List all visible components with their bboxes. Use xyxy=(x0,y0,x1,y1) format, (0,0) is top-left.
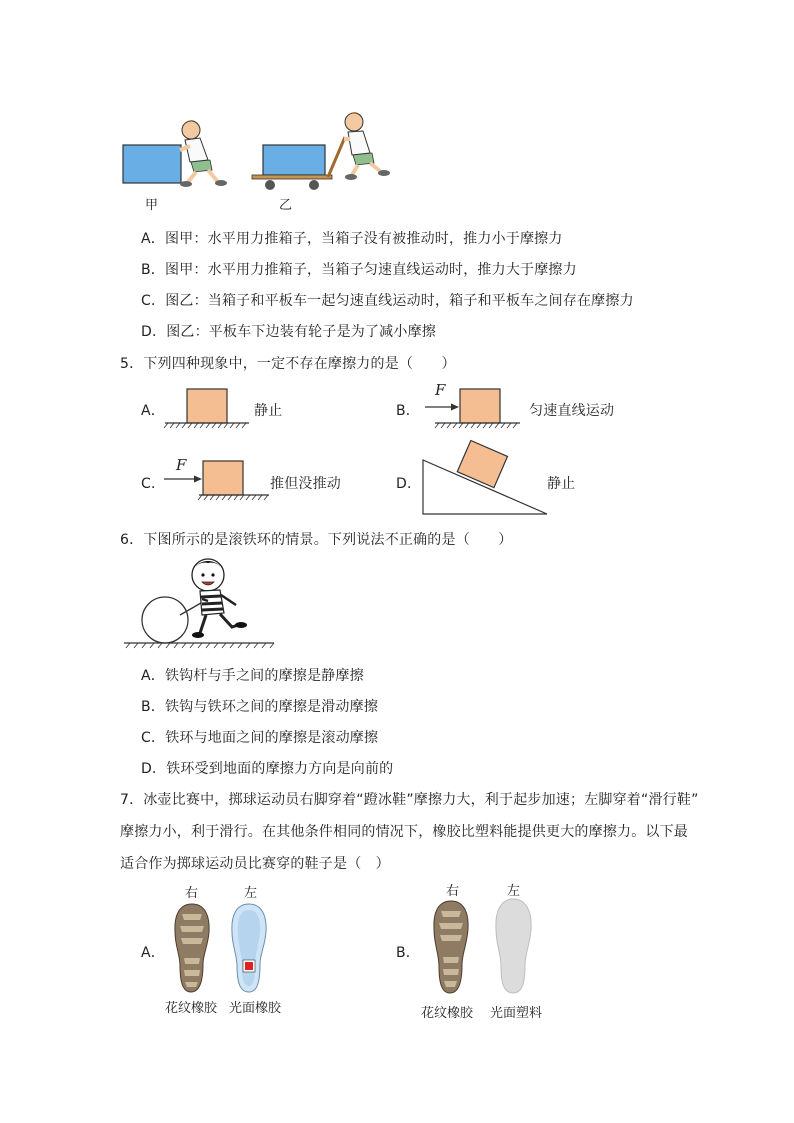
q5-option-a-caption: 静止 xyxy=(254,403,283,419)
child-running-icon xyxy=(192,559,247,638)
option-text: 图乙：平板车下边装有轮子是为了减小摩擦 xyxy=(166,324,436,340)
q7-b-right-shoe-sole xyxy=(431,899,471,995)
q4-option-a xyxy=(141,228,563,248)
q7-stem-line-3: 适合作为掷球运动员比赛穿的鞋子是（ ） xyxy=(120,856,390,872)
q7-stem-line-1: 7．冰壶比赛中，掷球运动员右脚穿着“蹬冰鞋”摩擦力大，利于起步加速；左脚穿着“滑行鞋” xyxy=(120,792,699,808)
q6-option-d xyxy=(141,758,393,778)
option-letter: B． xyxy=(141,262,166,278)
option-text: 铁环受到地面的摩擦力方向是向前的 xyxy=(166,761,394,777)
q7-b-left-shoe-sole xyxy=(492,897,534,997)
q7-option-b-letter: B． xyxy=(396,945,421,961)
block xyxy=(460,389,500,423)
option-letter: A． xyxy=(141,231,165,247)
option-letter: C． xyxy=(141,293,166,309)
block xyxy=(203,461,243,495)
q5-stem: 5．下列四种现象中，一定不存在摩擦力的是（ ） xyxy=(120,356,456,372)
figure-label-yi: 乙 xyxy=(279,198,293,213)
iron-hoop-icon xyxy=(142,597,188,643)
option-letter: D． xyxy=(141,761,167,777)
q7-a-left-shoe-sole xyxy=(228,902,270,994)
q5-option-d-letter: D． xyxy=(396,476,422,492)
option-letter: C． xyxy=(141,730,166,746)
ground-hatch xyxy=(164,423,246,428)
q5-option-a-letter: A． xyxy=(141,403,165,419)
boy-pushing-cart-icon xyxy=(344,112,390,180)
q6-option-c xyxy=(141,727,378,747)
shoe-caption-left: 光面橡胶 xyxy=(229,1001,282,1016)
option-text: 图甲：水平用力推箱子，当箱子匀速直线运动时，推力大于摩擦力 xyxy=(165,262,577,278)
shoe-caption-right: 花纹橡胶 xyxy=(165,1001,218,1016)
box-jia xyxy=(123,145,181,183)
ground-hatch xyxy=(126,643,274,648)
ground-hatch xyxy=(198,495,268,500)
box-yi xyxy=(263,145,325,175)
q5-option-b-letter: B． xyxy=(396,403,421,419)
shoe-label-left: 左 xyxy=(244,886,258,901)
force-label-f: F xyxy=(435,381,446,399)
option-text: 铁环与地面之间的摩擦是滚动摩擦 xyxy=(165,730,379,746)
figure-label-jia: 甲 xyxy=(145,198,159,213)
q5-option-b-caption: 匀速直线运动 xyxy=(529,403,615,419)
option-letter: B． xyxy=(141,699,166,715)
q5-figure-d xyxy=(420,445,552,517)
q4-option-d xyxy=(141,321,436,341)
q5-figure-a xyxy=(165,385,255,430)
ground-hatch xyxy=(435,423,517,428)
q4-option-b xyxy=(141,259,577,279)
shoe-label-left: 左 xyxy=(507,884,521,899)
shoe-label-right: 右 xyxy=(185,886,199,901)
q5-figure-c xyxy=(164,455,274,505)
q4-figure-yi xyxy=(250,105,400,195)
q5-option-c-caption: 推但没推动 xyxy=(270,476,341,492)
force-label-f: F xyxy=(176,456,187,474)
q6-figure-hoop-rolling xyxy=(120,555,280,655)
q7-a-right-shoe-sole xyxy=(172,902,212,994)
q6-stem: 6．下图所示的是滚铁环的情景。下列说法不正确的是（ ） xyxy=(120,532,513,548)
option-text: 图甲：水平用力推箱子，当箱子没有被推动时，推力小于摩擦力 xyxy=(164,231,563,247)
q5-option-d-caption: 静止 xyxy=(547,476,576,492)
option-text: 图乙：当箱子和平板车一起匀速直线运动时，箱子和平板车之间存在摩擦力 xyxy=(165,293,634,309)
shoe-caption-left: 光面塑料 xyxy=(490,1006,543,1021)
option-letter: A． xyxy=(141,668,165,684)
boy-pushing-icon xyxy=(180,120,227,187)
q5-figure-b xyxy=(425,380,525,430)
q4-figure-jia xyxy=(118,110,238,190)
shoe-label-right: 右 xyxy=(446,884,460,899)
q4-option-c xyxy=(141,290,634,310)
q7-option-a-letter: A． xyxy=(141,945,165,961)
option-text: 铁钩杆与手之间的摩擦是静摩擦 xyxy=(164,668,364,684)
q5-option-c-letter: C． xyxy=(141,476,166,492)
shoe-caption-right: 花纹橡胶 xyxy=(421,1006,474,1021)
q6-option-a xyxy=(141,665,364,685)
q6-option-b xyxy=(141,696,378,716)
option-text: 铁钩与铁环之间的摩擦是滑动摩擦 xyxy=(165,699,379,715)
option-letter: D． xyxy=(141,324,167,340)
block xyxy=(187,389,227,423)
q7-stem-line-2: 摩擦力小，利于滑行。在其他条件相同的情况下，橡胶比塑料能提供更大的摩擦力。以下最 xyxy=(120,824,688,840)
